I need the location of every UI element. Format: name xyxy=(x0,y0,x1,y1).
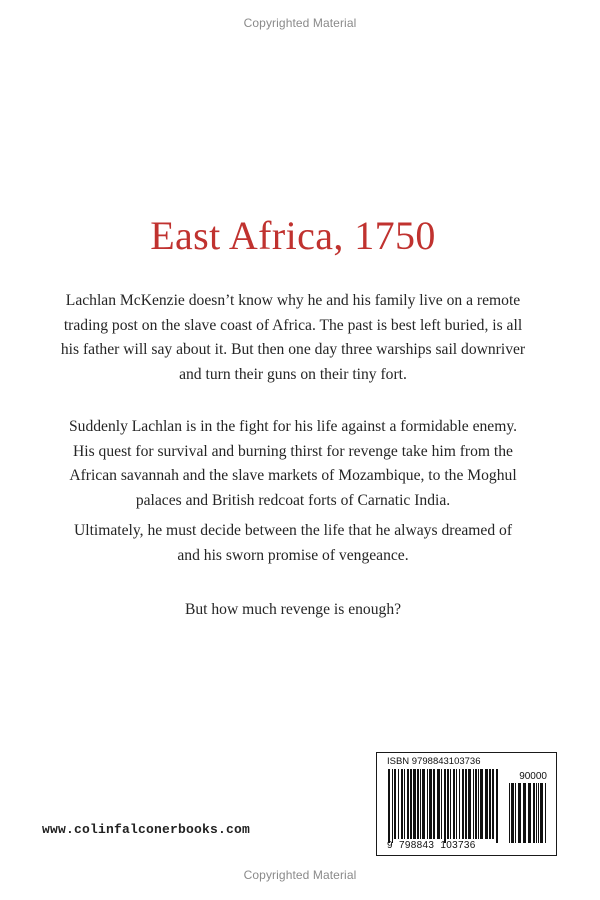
isbn-digit-group-1: 798843 xyxy=(399,840,435,851)
barcode-bar xyxy=(456,769,457,839)
barcode-bar xyxy=(392,769,393,843)
isbn-label: ISBN 9798843103736 xyxy=(387,756,481,767)
barcode-bar xyxy=(453,769,455,839)
barcode-bar xyxy=(427,769,428,839)
barcode-bar xyxy=(398,769,399,839)
barcode-bar xyxy=(489,769,491,839)
barcode-bar xyxy=(394,769,396,839)
barcode-bar xyxy=(475,769,477,839)
blurb-line: Lachlan McKenzie doesn’t know why he and his family live on a remote xyxy=(65,292,521,309)
barcode-bar xyxy=(465,769,467,839)
barcode-addon-bar xyxy=(540,783,543,843)
barcode-bar xyxy=(388,769,390,843)
blurb-paragraph-3 xyxy=(40,519,546,568)
barcode-bar xyxy=(433,769,435,839)
barcode-bar xyxy=(417,769,419,839)
barcode-bar xyxy=(401,769,403,839)
barcode-bar xyxy=(462,769,464,839)
barcode-bar xyxy=(437,769,440,839)
barcode-addon-bar xyxy=(515,783,516,843)
barcode-addon-bar xyxy=(511,783,514,843)
barcode-addon-bar xyxy=(523,783,526,843)
barcode-bar xyxy=(447,769,449,839)
barcode-bar xyxy=(422,769,425,839)
barcode-bar xyxy=(478,769,479,839)
barcode-bar xyxy=(407,769,409,839)
blurb-line: Ultimately, he must decide between the life that he always dreamed of xyxy=(73,522,513,539)
barcode-bar xyxy=(429,769,432,839)
copyright-watermark-bottom: Copyrighted Material xyxy=(243,868,357,882)
barcode-bar xyxy=(473,769,474,839)
blurb-line: His quest for survival and burning thirst for revenge take him from the xyxy=(73,442,513,460)
barcode-bar xyxy=(441,769,442,839)
barcode-bar xyxy=(413,769,416,839)
barcode-addon-bar xyxy=(533,783,535,843)
blurb-line: and turn their guns on their tiny fort. xyxy=(179,365,407,383)
barcode-bar xyxy=(480,769,483,839)
copyright-watermark-top: Copyrighted Material xyxy=(243,16,357,30)
barcode-bar xyxy=(485,769,488,839)
isbn-digit-group-2: 103736 xyxy=(440,840,476,851)
blurb-line: trading post on the slave coast of Africa. The past is best left buried, is all xyxy=(63,316,523,334)
barcode-addon-bar xyxy=(518,783,521,843)
blurb-line: African savannah and the slave markets of Mozambique, to the Moghul xyxy=(69,467,517,484)
barcode-bar xyxy=(496,769,498,843)
barcode-addon-bar xyxy=(538,783,539,843)
blurb-heading: East Africa, 1750 xyxy=(150,213,436,258)
barcode-bar xyxy=(450,769,451,839)
isbn-digits xyxy=(387,840,476,851)
blurb-line: palaces and British redcoat forts of Carnatic India. xyxy=(135,491,451,509)
blurb-paragraph-2 xyxy=(40,415,546,513)
blurb-line: Suddenly Lachlan is in the fight for his life against a formidable enemy. xyxy=(68,418,518,435)
isbn-barcode xyxy=(376,752,557,856)
barcode-bar xyxy=(468,769,471,839)
barcode-addon-bar xyxy=(509,783,510,843)
price-code: 90000 xyxy=(519,771,547,782)
author-website: www.colinfalconerbooks.com xyxy=(42,822,251,837)
barcode-addon-bar xyxy=(536,783,537,843)
barcode-bar xyxy=(492,769,494,839)
barcode-bar xyxy=(404,769,405,839)
blurb-line: his father will say about it. But then one day three warships sail downriver xyxy=(60,341,526,358)
blurb-line: and his sworn promise of vengeance. xyxy=(177,546,409,564)
barcode-addon-bar xyxy=(545,783,546,843)
barcode-bar xyxy=(459,769,460,839)
barcode-bar xyxy=(444,769,446,843)
barcode-bar xyxy=(420,769,421,839)
blurb-paragraph-1 xyxy=(40,289,546,387)
barcode-addon-bar xyxy=(528,783,531,843)
blurb-tagline: But how much revenge is enough? xyxy=(184,601,402,618)
barcode-bar xyxy=(410,769,412,839)
isbn-digit-first: 9 xyxy=(387,840,393,851)
